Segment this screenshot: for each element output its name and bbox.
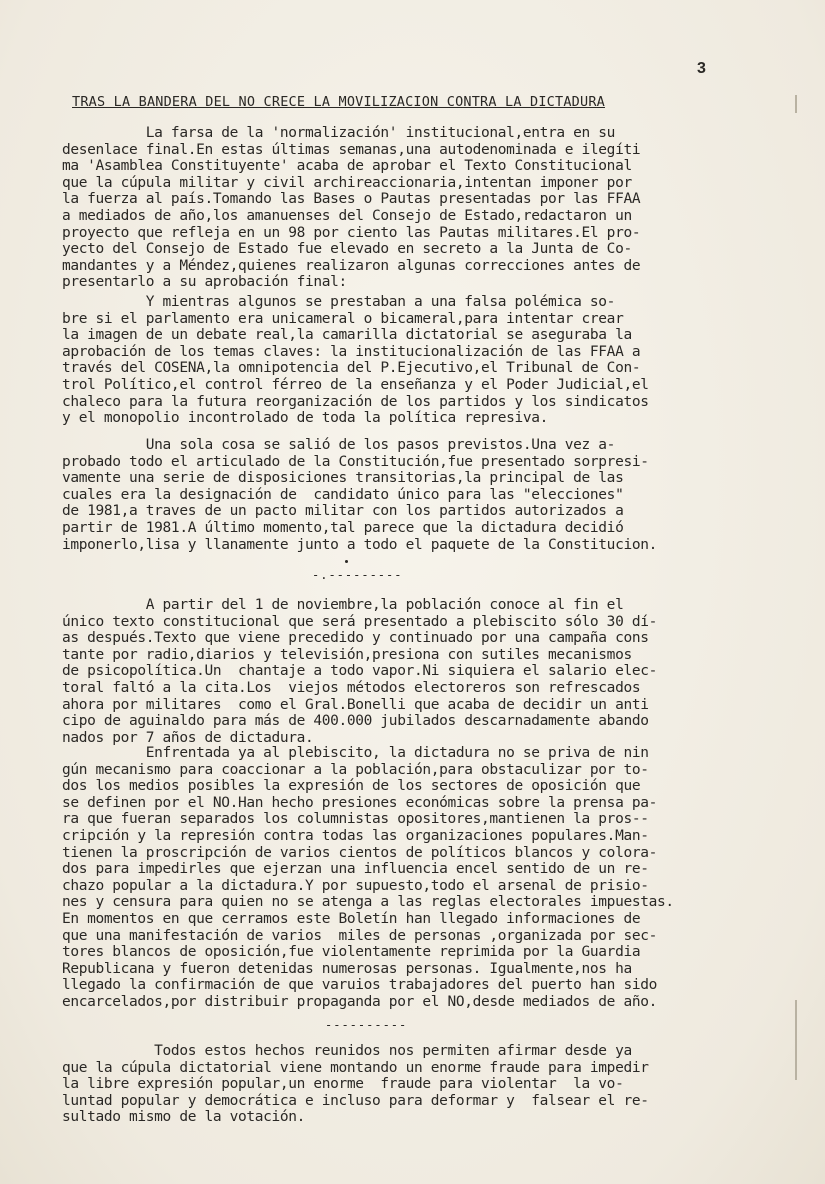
text-line: de psicopolítica.Un chantaje a todo vapor.Ni siquiera el salario elec-	[62, 663, 657, 680]
text-line: aprobación de los temas claves: la institucionalización de las FFAA a	[62, 343, 641, 360]
text-line: la libre expresión popular,un enorme fraude para violentar la vo-	[62, 1076, 624, 1093]
text-line: mandantes y a Méndez,quienes realizaron algunas correcciones antes de	[62, 257, 641, 274]
text-line: único texto constitucional que será presentado a plebiscito sólo 30 dí-	[62, 613, 657, 630]
text-line: Y mientras algunos se prestaban a una falsa polémica so-	[62, 294, 616, 310]
margin-mark	[795, 95, 797, 113]
text-line: ma 'Asamblea Constituyente' acaba de aprobar el Texto Constitucional	[62, 158, 632, 175]
paragraph-6	[62, 1043, 762, 1126]
text-line: se definen por el NO.Han hecho presiones económicas sobre la prensa pa-	[62, 794, 657, 811]
text-line: dos los medios posibles la expresión de los sectores de oposición que	[62, 778, 641, 795]
separator-dot	[345, 560, 348, 563]
text-line: vamente una serie de disposiciones transitorias,la principal de las	[62, 470, 624, 487]
text-line: A partir del 1 de noviembre,la población conoce al fin el	[62, 597, 624, 613]
text-line: cipo de aguinaldo para más de 400.000 jubilados descarnadamente abando	[62, 713, 649, 730]
text-line: probado todo el articulado de la Constitución,fue presentado sorpresi-	[62, 453, 649, 470]
text-line: partir de 1981.A último momento,tal parece que la dictadura decidió	[62, 519, 624, 536]
text-line: gún mecanismo para coaccionar a la población,para obstaculizar por to-	[62, 761, 649, 778]
text-line: tores blancos de oposición,fue violentamente reprimida por la Guardia	[62, 944, 641, 961]
text-line: de 1981,a traves de un pacto militar con los partidos autorizados a	[62, 503, 624, 520]
text-line: la imagen de un debate real,la camarilla dictatorial se aseguraba la	[62, 327, 632, 344]
text-line: yecto del Consejo de Estado fue elevado en secreto a la Junta de Co-	[62, 241, 632, 258]
text-line: la fuerza al país.Tomando las Bases o Pautas presentadas por las FFAA	[62, 191, 641, 208]
text-line: tienen la proscripción de varios cientos de políticos blancos y colora-	[62, 844, 657, 861]
text-line: nes y censura para quien no se atenga a las reglas electorales impuestas.	[62, 894, 674, 911]
text-line: bre si el parlamento era unicameral o bicameral,para intentar crear	[62, 310, 624, 327]
text-line: cuales era la designación de candidato único para las "elecciones"	[62, 486, 624, 503]
text-line: chaleco para la futura reorganización de los partidos y los sindicatos	[62, 393, 649, 410]
text-line: chazo popular a la dictadura.Y por supuesto,todo el arsenal de prisio-	[62, 877, 649, 894]
text-line: La farsa de la 'normalización' institucional,entra en su	[62, 125, 616, 141]
text-line: Una sola cosa se salió de los pasos previstos.Una vez a-	[62, 437, 616, 453]
text-line: presentarlo a su aprobación final:	[62, 274, 347, 291]
paragraph-4	[62, 597, 762, 746]
text-line: imponerlo,lisa y llanamente junto a todo el paquete de la Constitucion.	[62, 536, 657, 553]
text-line: encarcelados,por distribuir propaganda por el NO,desde mediados de año.	[62, 993, 657, 1010]
article-title: TRAS LA BANDERA DEL NO CRECE LA MOVILIZACION CONTRA LA DICTADURA	[72, 94, 605, 110]
separator-line-1: -.---------	[312, 568, 403, 582]
text-line: sultado mismo de la votación.	[62, 1109, 306, 1126]
text-line: Todos estos hechos reunidos nos permiten afirmar desde ya	[62, 1043, 632, 1059]
text-line: Republicana y fueron detenidas numerosas personas. Igualmente,nos ha	[62, 960, 632, 977]
text-line: as después.Texto que viene precedido y continuado por una campaña cons	[62, 630, 649, 647]
page-number: 3	[697, 60, 706, 77]
text-line: Enfrentada ya al plebiscito, la dictadura no se priva de nin	[62, 745, 649, 761]
text-line: que la cúpula militar y civil archireaccionaria,intentan imponer por	[62, 174, 632, 191]
text-line: desenlace final.En estas últimas semanas,una autodenominada e ilegíti	[62, 141, 641, 158]
paragraph-3	[62, 437, 762, 553]
text-line: llegado la confirmación de que varuios trabajadores del puerto han sido	[62, 977, 657, 994]
paragraph-5	[62, 745, 762, 1011]
text-line: dos para impedirles que ejerzan una influencia encel sentido de un re-	[62, 861, 649, 878]
text-line: que la cúpula dictatorial viene montando un enorme fraude para impedir	[62, 1059, 649, 1076]
text-line: luntad popular y democrática e incluso para deformar y falsear el re-	[62, 1092, 649, 1109]
text-line: que una manifestación de varios miles de personas ,organizada por sec-	[62, 927, 657, 944]
text-line: trol Político,el control férreo de la enseñanza y el Poder Judicial,el	[62, 376, 649, 393]
text-line: En momentos en que cerramos este Boletín han llegado informaciones de	[62, 910, 641, 927]
text-line: nados por 7 años de dictadura.	[62, 729, 314, 746]
text-line: ra que fueran separados los columnistas opositores,mantienen la pros--	[62, 811, 649, 828]
paragraph-2	[62, 294, 762, 427]
text-line: toral faltó a la cita.Los viejos métodos electoreros son refrescados	[62, 679, 641, 696]
text-line: cripción y la represión contra todas las organizaciones populares.Man-	[62, 827, 649, 844]
separator-line-2: ----------	[325, 1018, 408, 1032]
text-line: proyecto que refleja en un 98 por ciento las Pautas militares.El pro-	[62, 224, 641, 241]
margin-mark	[795, 1000, 797, 1080]
text-line: a mediados de año,los amanuenses del Consejo de Estado,redactaron un	[62, 207, 632, 224]
text-line: tante por radio,diarios y televisión,presiona con sutiles mecanismos	[62, 646, 632, 663]
text-line: ahora por militares como el Gral.Bonelli que acaba de decidir un anti	[62, 696, 649, 713]
paragraph-1	[62, 125, 762, 291]
text-line: través del COSENA,la omnipotencia del P.Ejecutivo,el Tribunal de Con-	[62, 360, 641, 377]
text-line: y el monopolio incontrolado de toda la política represiva.	[62, 410, 549, 427]
